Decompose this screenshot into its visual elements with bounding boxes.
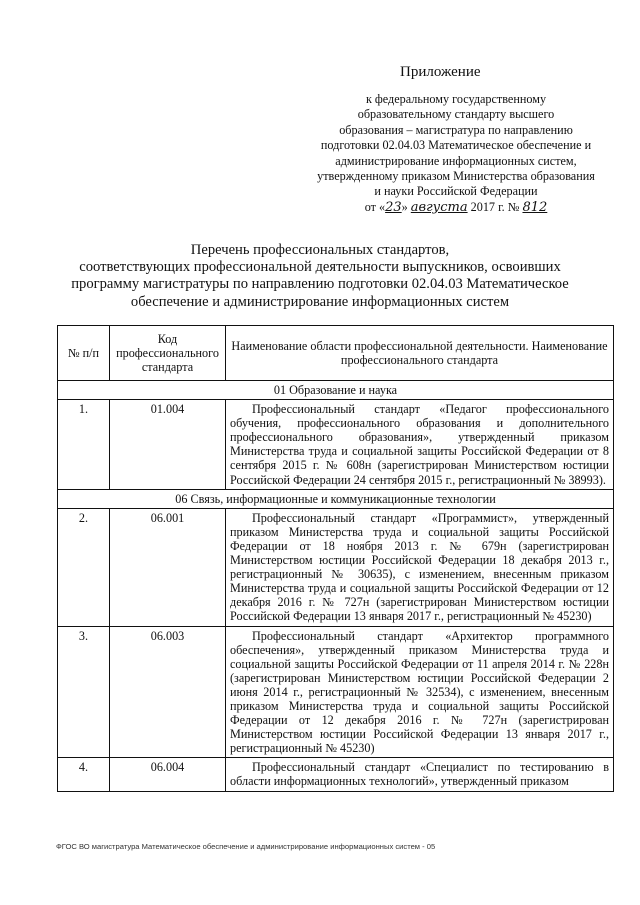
row-standard-name bbox=[226, 626, 614, 758]
title-line: программу магистратуры по направлению подготовки 02.04.03 Математическое bbox=[71, 276, 569, 293]
appendix-line: подготовки 02.04.03 Математическое обеспечение и bbox=[320, 138, 592, 153]
table-row bbox=[58, 400, 614, 490]
row-code: 06.003 bbox=[110, 626, 226, 758]
section-education: 01 Образование и наука bbox=[58, 381, 614, 400]
section-row bbox=[58, 381, 614, 400]
title-line: обеспечение и администрирование информационных систем bbox=[130, 293, 510, 310]
order-number-handwritten: 812 bbox=[522, 199, 548, 215]
table-row bbox=[58, 508, 614, 626]
document-title bbox=[60, 242, 580, 311]
title-line: Перечень профессиональных стандартов, bbox=[190, 242, 450, 258]
standards-table bbox=[57, 325, 614, 792]
date-year: 2017 г. № bbox=[470, 199, 520, 214]
date-prefix: от « bbox=[364, 199, 386, 214]
row-code: 01.004 bbox=[110, 400, 226, 490]
title-line: соответствующих профессиональной деятельности выпускников, освоивших bbox=[79, 259, 561, 276]
row-number: 3. bbox=[58, 626, 110, 758]
section-row bbox=[58, 489, 614, 508]
row-number: 2. bbox=[58, 508, 110, 626]
appendix-line: образования – магистратура по направлению bbox=[339, 122, 573, 137]
row-standard-text: Профессиональный стандарт «Программист», утвержденный приказом Министерства труда и социальной защиты Российской Федерации от 18 ноября 2013 г. № 679н (зарегистрирован Министерством юстиции Российской Федерации 18 декабря 2013 г., регистрационный № 30635), с изменением, внесенным приказом Министерства труда и социальной защиты Российской Федерации от 12 декабря 2016 г. № 727н (зарегистрирован Министерством юстиции Российской Федерации 13 января 2017 г., регистрационный № 45230) bbox=[230, 510, 609, 624]
section-ict: 06 Связь, информационные и коммуникационные технологии bbox=[58, 489, 614, 508]
appendix-line: утвержденному приказом Министерства образования bbox=[317, 169, 595, 184]
header-name: Наименование области профессиональной деятельности. Наименование профессионального стандарта bbox=[226, 326, 614, 381]
header-num: № п/п bbox=[58, 326, 110, 381]
appendix-title: Приложение bbox=[400, 64, 481, 80]
row-code: 06.001 bbox=[110, 508, 226, 626]
row-standard-text: Профессиональный стандарт «Специалист по тестированию в области информационных технологий», утвержденный приказом bbox=[230, 760, 609, 789]
row-code: 06.004 bbox=[110, 758, 226, 791]
row-number: 4. bbox=[58, 758, 110, 791]
header-code: Код профессионального стандарта bbox=[110, 326, 226, 381]
appendix-line: и науки Российской Федерации bbox=[374, 184, 538, 199]
appendix-line: администрирование информационных систем, bbox=[335, 153, 577, 168]
appendix-line: образовательному стандарту высшего bbox=[357, 107, 555, 122]
row-standard-text: Профессиональный стандарт «Архитектор программного обеспечения», утвержденный приказом Министерства труда и социальной защиты Российской Федерации от 11 апреля 2014 г. № 228н (зарегистрирован Министерством юстиции Российской Федерации 2 июня 2014 г., регистрационный № 32534), с изменением, внесенным приказом Министерства труда и социальной защиты Российской Федерации от 12 декабря 2016 г. № 727н (зарегистрирован Министерством юстиции Российской Федерации 13 января 2017 г., регистрационный № 45230) bbox=[230, 628, 609, 756]
row-standard-text: Профессиональный стандарт «Педагог профессионального обучения, профессионального образования и дополнительного профессионального образования», утвержденный приказом Министерства труда и социальной защиты Российской Федерации от 8 сентября 2015 г. № 608н (зарегистрирован Министерством юстиции Российской Федерации 24 сентября 2015 г., регистрационный № 38993). bbox=[230, 402, 609, 487]
row-number: 1. bbox=[58, 400, 110, 490]
table-row bbox=[58, 626, 614, 758]
appendix-reference bbox=[300, 92, 612, 215]
row-standard-name bbox=[226, 400, 614, 490]
row-standard-name bbox=[226, 758, 614, 791]
appendix-date-line bbox=[300, 200, 612, 215]
page-footer: ФГОС ВО магистратура Математическое обеспечение и администрирование информационных систем - 05 bbox=[56, 842, 436, 851]
row-standard-name bbox=[226, 508, 614, 626]
date-mid: » bbox=[401, 199, 408, 214]
table-header-row bbox=[58, 326, 614, 381]
date-month-handwritten: августа bbox=[410, 199, 468, 215]
date-day-handwritten: 23 bbox=[385, 199, 402, 215]
table-row bbox=[58, 758, 614, 791]
appendix-line: к федеральному государственному bbox=[365, 92, 547, 106]
